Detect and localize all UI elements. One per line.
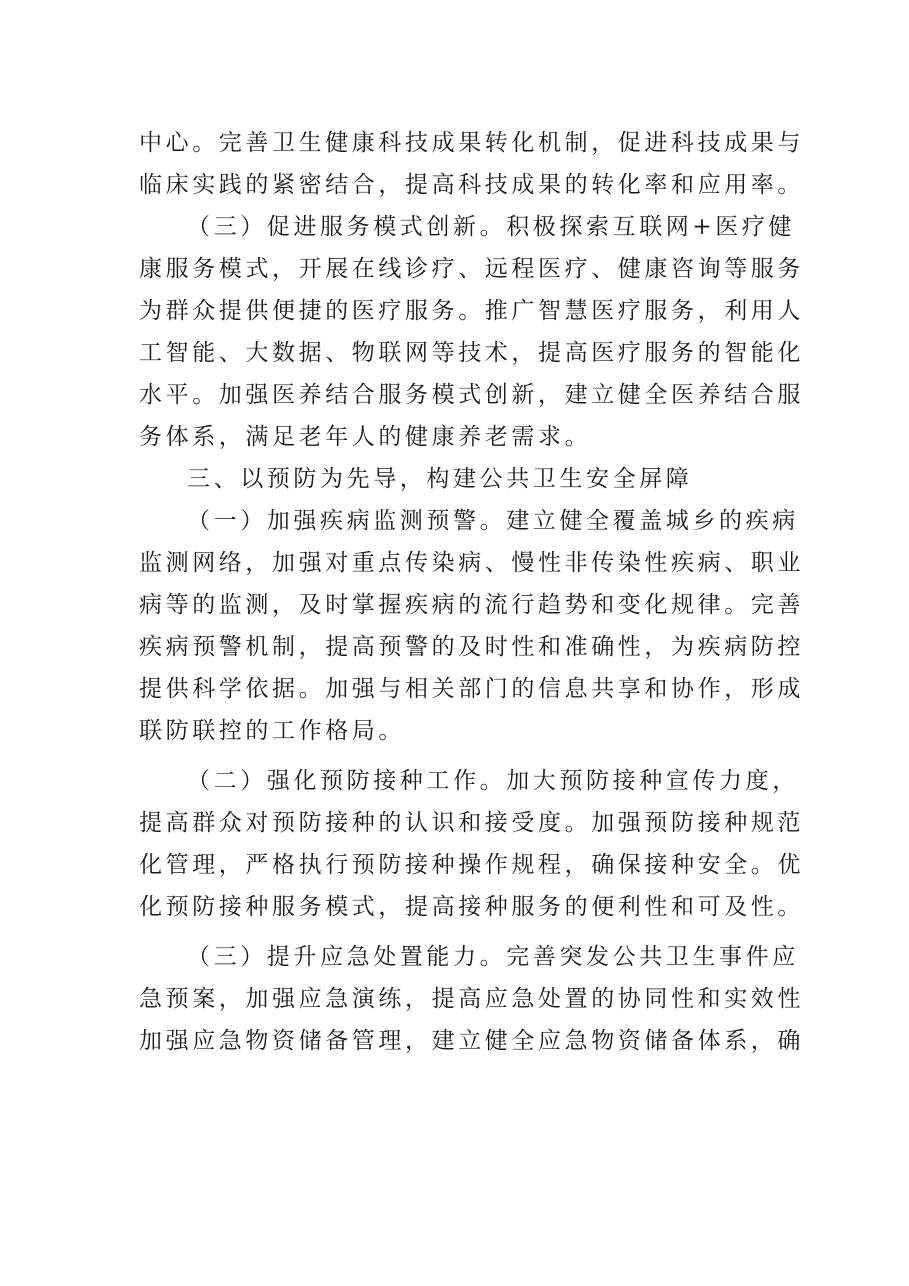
text-line: （二）强化预防接种工作。加大预防接种宣传力度，	[187, 768, 799, 794]
text-line: （三）提升应急处置能力。完善突发公共卫生事件应	[187, 944, 799, 970]
text-line: 病等的监测，及时掌握疾病的流行趋势和变化规律。完善	[139, 592, 804, 618]
section-heading: 三、以预防为先导，构建公共卫生安全屏障	[187, 466, 693, 492]
text-line: 务体系，满足老年人的健康养老需求。	[139, 424, 592, 450]
text-line: 加强应急物资储备管理，建立健全应急物资储备体系，确	[139, 1028, 804, 1054]
text-line: （三）促进服务模式创新。积极探索互联网+医疗健	[187, 214, 796, 240]
text-line: 提高群众对预防接种的认识和接受度。加强预防接种规范	[139, 810, 804, 836]
text-line: 化管理，严格执行预防接种操作规程，确保接种安全。优	[139, 852, 804, 878]
text-line: 为群众提供便捷的医疗服务。推广智慧医疗服务，利用人	[139, 298, 804, 324]
text-line: 联防联控的工作格局。	[139, 718, 405, 744]
text-line: 提供科学依据。加强与相关部门的信息共享和协作，形成	[139, 676, 804, 702]
text-line: 监测网络，加强对重点传染病、慢性非传染性疾病、职业	[139, 550, 804, 576]
document-body	[139, 122, 804, 1062]
paragraph-gap	[139, 928, 771, 936]
text-line: （一）加强疾病监测预警。建立健全覆盖城乡的疾病	[187, 508, 799, 534]
text-line: 疾病预警机制，提高预警的及时性和准确性，为疾病防控	[139, 634, 804, 660]
paragraph-gap	[139, 752, 771, 760]
text-line: 水平。加强医养结合服务模式创新，建立健全医养结合服	[139, 382, 804, 408]
text-line: 化预防接种服务模式，提高接种服务的便利性和可及性。	[139, 894, 804, 920]
text-line: 急预案，加强应急演练，提高应急处置的协同性和实效性	[139, 986, 804, 1012]
text-line: 中心。完善卫生健康科技成果转化机制，促进科技成果与	[139, 130, 804, 156]
text-line: 工智能、大数据、物联网等技术，提高医疗服务的智能化	[139, 340, 804, 366]
text-line: 临床实践的紧密结合，提高科技成果的转化率和应用率。	[139, 172, 804, 198]
text-line: 康服务模式，开展在线诊疗、远程医疗、健康咨询等服务	[139, 256, 804, 282]
